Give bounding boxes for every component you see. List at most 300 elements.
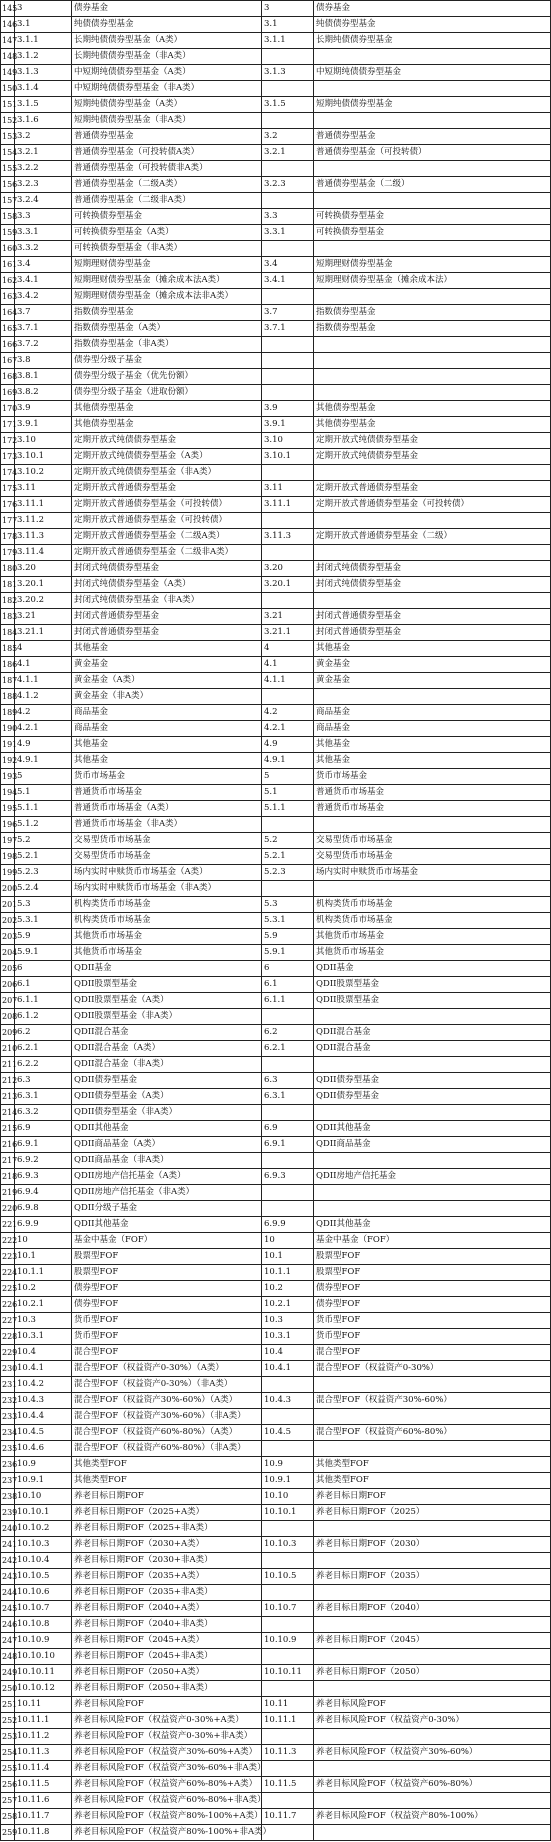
category-code-cell: 4.1.1 — [15, 673, 72, 689]
category-name-cell: 货币型FOF — [72, 1329, 262, 1345]
row-number-cell: 233 — [1, 1409, 15, 1425]
mapped-code-cell — [262, 289, 314, 305]
category-code-cell: 3.1 — [15, 17, 72, 33]
mapped-name-cell — [314, 465, 551, 481]
mapped-name-cell: QDII混合基金 — [314, 1041, 551, 1057]
mapped-name-cell: 股票型FOF — [314, 1249, 551, 1265]
mapped-code-cell: 3.3.1 — [262, 225, 314, 241]
category-code-cell: 5.9.1 — [15, 945, 72, 961]
mapped-name-cell: 其他基金 — [314, 737, 551, 753]
table-row — [1, 1169, 551, 1185]
table-row — [1, 1233, 551, 1249]
row-number-cell: 156 — [1, 177, 15, 193]
category-name-cell: 普通债券型基金（二级A类） — [72, 177, 262, 193]
mapped-code-cell: 10.10.11 — [262, 1665, 314, 1681]
mapped-code-cell — [262, 81, 314, 97]
table-row — [1, 1601, 551, 1617]
table-row — [1, 497, 551, 513]
category-code-cell: 3.3 — [15, 209, 72, 225]
category-code-cell: 3.11.3 — [15, 529, 72, 545]
category-name-cell: 货币型FOF — [72, 1313, 262, 1329]
table-row — [1, 1489, 551, 1505]
table-row — [1, 1697, 551, 1713]
category-code-cell: 10.11 — [15, 1697, 72, 1713]
row-number-cell: 158 — [1, 209, 15, 225]
category-code-cell: 3.11.2 — [15, 513, 72, 529]
mapped-code-cell: 3.9 — [262, 401, 314, 417]
category-code-cell: 10.4.2 — [15, 1377, 72, 1393]
category-code-cell: 6.9 — [15, 1121, 72, 1137]
table-row — [1, 1457, 551, 1473]
mapped-name-cell: 机构类货币市场基金 — [314, 897, 551, 913]
mapped-name-cell: 混合型FOF — [314, 1345, 551, 1361]
mapped-name-cell: 商品基金 — [314, 705, 551, 721]
mapped-code-cell: 3.11.3 — [262, 529, 314, 545]
mapped-code-cell — [262, 385, 314, 401]
mapped-name-cell: 可转换债券型基金 — [314, 225, 551, 241]
table-row — [1, 1729, 551, 1745]
row-number-cell: 218 — [1, 1169, 15, 1185]
table-row — [1, 1217, 551, 1233]
row-number-cell: 207 — [1, 993, 15, 1009]
row-number-cell: 163 — [1, 289, 15, 305]
mapped-code-cell: 3.2.1 — [262, 145, 314, 161]
category-code-cell: 3.10.1 — [15, 449, 72, 465]
mapped-code-cell — [262, 1729, 314, 1745]
category-code-cell: 3.1.5 — [15, 97, 72, 113]
table-row — [1, 305, 551, 321]
mapped-name-cell — [314, 1617, 551, 1633]
category-code-cell: 5.3 — [15, 897, 72, 913]
row-number-cell: 179 — [1, 545, 15, 561]
mapped-name-cell — [314, 881, 551, 897]
mapped-name-cell: QDII股票型基金 — [314, 993, 551, 1009]
mapped-code-cell: 10.3 — [262, 1313, 314, 1329]
mapped-code-cell: 10.11.5 — [262, 1777, 314, 1793]
category-name-cell: 其他货币市场基金 — [72, 945, 262, 961]
table-row — [1, 1825, 551, 1841]
category-name-cell: 养老目标日期FOF（2030+非A类） — [72, 1553, 262, 1569]
row-number-cell: 168 — [1, 369, 15, 385]
row-number-cell: 214 — [1, 1105, 15, 1121]
mapped-name-cell: QDII其他基金 — [314, 1121, 551, 1137]
mapped-name-cell: 定期开放式普通债券型基金 — [314, 481, 551, 497]
category-name-cell: 封闭式纯债债券型基金 — [72, 561, 262, 577]
row-number-cell: 236 — [1, 1457, 15, 1473]
table-row — [1, 753, 551, 769]
mapped-name-cell: 指数债券型基金 — [314, 305, 551, 321]
mapped-code-cell — [262, 545, 314, 561]
mapped-code-cell: 3.2 — [262, 129, 314, 145]
category-code-cell: 10.3.1 — [15, 1329, 72, 1345]
category-name-cell: 普通货币市场基金（非A类） — [72, 817, 262, 833]
row-number-cell: 201 — [1, 897, 15, 913]
row-number-cell: 255 — [1, 1761, 15, 1777]
category-code-cell: 3.4 — [15, 257, 72, 273]
category-code-cell: 3.1.1 — [15, 33, 72, 49]
table-row — [1, 209, 551, 225]
table-row — [1, 1105, 551, 1121]
mapped-name-cell: 普通债券型基金（可投转债） — [314, 145, 551, 161]
category-name-cell: 黄金基金（A类） — [72, 673, 262, 689]
table-row — [1, 129, 551, 145]
mapped-name-cell: 养老目标风险FOF — [314, 1697, 551, 1713]
table-row — [1, 817, 551, 833]
row-number-cell: 166 — [1, 337, 15, 353]
mapped-code-cell: 10.1 — [262, 1249, 314, 1265]
mapped-name-cell: 养老目标风险FOF（权益资产60%-80%） — [314, 1777, 551, 1793]
mapped-name-cell: 短期理财债券型基金 — [314, 257, 551, 273]
row-number-cell: 204 — [1, 945, 15, 961]
category-name-cell: 混合型FOF（权益资产60%-80%）（A类） — [72, 1425, 262, 1441]
row-number-cell: 172 — [1, 433, 15, 449]
mapped-code-cell: 10.11.3 — [262, 1745, 314, 1761]
mapped-code-cell — [262, 689, 314, 705]
category-code-cell: 3.8 — [15, 353, 72, 369]
mapped-name-cell — [314, 369, 551, 385]
category-name-cell: 其他基金 — [72, 737, 262, 753]
mapped-name-cell: 货币型FOF — [314, 1313, 551, 1329]
mapped-code-cell — [262, 1105, 314, 1121]
category-name-cell: 养老目标风险FOF（权益资产30%-60%+非A类） — [72, 1761, 262, 1777]
mapped-code-cell: 10.9.1 — [262, 1473, 314, 1489]
table-row — [1, 273, 551, 289]
mapped-code-cell: 3.11.1 — [262, 497, 314, 513]
category-code-cell: 3.3.1 — [15, 225, 72, 241]
row-number-cell: 229 — [1, 1345, 15, 1361]
category-code-cell: 3.2.4 — [15, 193, 72, 209]
category-name-cell: 封闭式普通债券型基金 — [72, 609, 262, 625]
category-name-cell: 黄金基金 — [72, 657, 262, 673]
mapped-code-cell: 10.4.1 — [262, 1361, 314, 1377]
row-number-cell: 186 — [1, 657, 15, 673]
mapped-name-cell: 基金中基金（FOF） — [314, 1233, 551, 1249]
mapped-name-cell: 其他货币市场基金 — [314, 929, 551, 945]
table-row — [1, 1777, 551, 1793]
row-number-cell: 205 — [1, 961, 15, 977]
mapped-name-cell — [314, 385, 551, 401]
table-body — [1, 1, 551, 1841]
table-row — [1, 1649, 551, 1665]
table-row — [1, 1553, 551, 1569]
mapped-name-cell: 养老目标风险FOF（权益资产80%-100%） — [314, 1809, 551, 1825]
category-name-cell: 交易型货币市场基金 — [72, 833, 262, 849]
mapped-name-cell: 养老目标日期FOF（2035） — [314, 1569, 551, 1585]
table-row — [1, 1569, 551, 1585]
row-number-cell: 234 — [1, 1425, 15, 1441]
row-number-cell: 159 — [1, 225, 15, 241]
category-code-cell: 6.2 — [15, 1025, 72, 1041]
row-number-cell: 225 — [1, 1281, 15, 1297]
category-name-cell: 混合型FOF（权益资产0-30%）（非A类） — [72, 1377, 262, 1393]
category-name-cell: 混合型FOF — [72, 1345, 262, 1361]
category-code-cell: 3.9.1 — [15, 417, 72, 433]
category-code-cell: 3.7 — [15, 305, 72, 321]
table-row — [1, 881, 551, 897]
table-row — [1, 1521, 551, 1537]
mapped-code-cell: 3.1.3 — [262, 65, 314, 81]
category-name-cell: QDII房地产信托基金（A类） — [72, 1169, 262, 1185]
mapped-code-cell: 5.3.1 — [262, 913, 314, 929]
row-number-cell: 176 — [1, 497, 15, 513]
category-code-cell: 3.11 — [15, 481, 72, 497]
category-code-cell: 3.1.4 — [15, 81, 72, 97]
row-number-cell: 256 — [1, 1777, 15, 1793]
row-number-cell: 247 — [1, 1633, 15, 1649]
table-row — [1, 465, 551, 481]
mapped-name-cell: 黄金基金 — [314, 657, 551, 673]
table-row — [1, 353, 551, 369]
category-name-cell: 机构类货币市场基金 — [72, 897, 262, 913]
category-code-cell: 6.9.8 — [15, 1201, 72, 1217]
mapped-code-cell: 4.1.1 — [262, 673, 314, 689]
row-number-cell: 161 — [1, 257, 15, 273]
row-number-cell: 221 — [1, 1217, 15, 1233]
category-code-cell: 6.9.1 — [15, 1137, 72, 1153]
row-number-cell: 241 — [1, 1537, 15, 1553]
row-number-cell: 150 — [1, 81, 15, 97]
table-row — [1, 529, 551, 545]
category-name-cell: 股票型FOF — [72, 1265, 262, 1281]
table-row — [1, 33, 551, 49]
mapped-code-cell — [262, 1681, 314, 1697]
category-name-cell: 债券基金 — [72, 1, 262, 17]
category-code-cell: 5.2.3 — [15, 865, 72, 881]
table-row — [1, 833, 551, 849]
category-name-cell: 养老目标日期FOF（2030+A类） — [72, 1537, 262, 1553]
category-name-cell: 可转换债券型基金 — [72, 209, 262, 225]
category-name-cell: 债券型FOF — [72, 1281, 262, 1297]
row-number-cell: 242 — [1, 1553, 15, 1569]
category-code-cell: 3.10 — [15, 433, 72, 449]
mapped-name-cell: QDII混合基金 — [314, 1025, 551, 1041]
category-name-cell: 封闭式普通债券型基金 — [72, 625, 262, 641]
mapped-name-cell: 定期开放式普通债券型基金（可投转债） — [314, 497, 551, 513]
category-code-cell: 10.11.3 — [15, 1745, 72, 1761]
mapped-code-cell: 10 — [262, 1233, 314, 1249]
row-number-cell: 193 — [1, 769, 15, 785]
category-name-cell: 短期理财债券型基金（摊余成本法A类） — [72, 273, 262, 289]
category-code-cell: 10.4.5 — [15, 1425, 72, 1441]
category-name-cell: QDII分级子基金 — [72, 1201, 262, 1217]
mapped-name-cell: 封闭式纯债债券型基金 — [314, 561, 551, 577]
row-number-cell: 192 — [1, 753, 15, 769]
category-name-cell: 养老目标日期FOF — [72, 1489, 262, 1505]
category-name-cell: 短期理财债券型基金（摊余成本法非A类） — [72, 289, 262, 305]
row-number-cell: 162 — [1, 273, 15, 289]
category-name-cell: 商品基金 — [72, 705, 262, 721]
mapped-code-cell: 5.2.1 — [262, 849, 314, 865]
category-name-cell: 普通债券型基金 — [72, 129, 262, 145]
table-row — [1, 1633, 551, 1649]
table-row — [1, 897, 551, 913]
mapped-code-cell — [262, 817, 314, 833]
mapped-code-cell — [262, 353, 314, 369]
row-number-cell: 248 — [1, 1649, 15, 1665]
category-name-cell: 短期纯债债券型基金（A类） — [72, 97, 262, 113]
mapped-code-cell — [262, 1617, 314, 1633]
row-number-cell: 212 — [1, 1073, 15, 1089]
row-number-cell: 211 — [1, 1057, 15, 1073]
mapped-name-cell — [314, 1825, 551, 1841]
mapped-name-cell: 普通债券型基金（二级） — [314, 177, 551, 193]
mapped-name-cell — [314, 337, 551, 353]
table-row — [1, 1041, 551, 1057]
table-row — [1, 193, 551, 209]
category-code-cell: 4.9 — [15, 737, 72, 753]
table-row — [1, 577, 551, 593]
table-row — [1, 1713, 551, 1729]
category-name-cell: 定期开放式普通债券型基金（二级A类） — [72, 529, 262, 545]
mapped-name-cell: 养老目标日期FOF（2025） — [314, 1505, 551, 1521]
category-name-cell: 债券型分级子基金 — [72, 353, 262, 369]
row-number-cell: 223 — [1, 1249, 15, 1265]
row-number-cell: 197 — [1, 833, 15, 849]
mapped-name-cell — [314, 1377, 551, 1393]
mapped-code-cell: 6 — [262, 961, 314, 977]
category-code-cell: 3.8.2 — [15, 385, 72, 401]
category-name-cell: QDII基金 — [72, 961, 262, 977]
mapped-name-cell — [314, 1153, 551, 1169]
table-row — [1, 785, 551, 801]
category-code-cell: 10.10.1 — [15, 1505, 72, 1521]
mapped-name-cell: 普通货币市场基金 — [314, 785, 551, 801]
mapped-name-cell: 纯债债券型基金 — [314, 17, 551, 33]
mapped-name-cell: 其他债券型基金 — [314, 417, 551, 433]
row-number-cell: 258 — [1, 1809, 15, 1825]
category-name-cell: 中短期纯债债券型基金（非A类） — [72, 81, 262, 97]
category-name-cell: 债券型分级子基金（进取份额） — [72, 385, 262, 401]
row-number-cell: 217 — [1, 1153, 15, 1169]
mapped-name-cell — [314, 1057, 551, 1073]
table-row — [1, 1265, 551, 1281]
mapped-code-cell: 6.9.9 — [262, 1217, 314, 1233]
mapped-name-cell: 定期开放式纯债债券型基金 — [314, 449, 551, 465]
table-row — [1, 657, 551, 673]
category-name-cell: 短期纯债债券型基金（非A类） — [72, 113, 262, 129]
category-code-cell: 5.1 — [15, 785, 72, 801]
category-name-cell: 养老目标日期FOF（2025+A类） — [72, 1505, 262, 1521]
category-name-cell: 其他债券型基金 — [72, 401, 262, 417]
row-number-cell: 182 — [1, 593, 15, 609]
table-row — [1, 1009, 551, 1025]
category-code-cell: 5.2 — [15, 833, 72, 849]
table-row — [1, 369, 551, 385]
category-name-cell: 基金中基金（FOF） — [72, 1233, 262, 1249]
category-code-cell: 10.11.2 — [15, 1729, 72, 1745]
mapped-name-cell: 中短期纯债债券型基金 — [314, 65, 551, 81]
table-row — [1, 945, 551, 961]
row-number-cell: 178 — [1, 529, 15, 545]
mapped-code-cell — [262, 1201, 314, 1217]
mapped-name-cell: 货币市场基金 — [314, 769, 551, 785]
row-number-cell: 146 — [1, 17, 15, 33]
category-code-cell: 5.2.1 — [15, 849, 72, 865]
table-row — [1, 1505, 551, 1521]
row-number-cell: 147 — [1, 33, 15, 49]
mapped-name-cell: 混合型FOF（权益资产30%-60%） — [314, 1393, 551, 1409]
category-code-cell: 10.10 — [15, 1489, 72, 1505]
category-code-cell: 3.20 — [15, 561, 72, 577]
row-number-cell: 209 — [1, 1025, 15, 1041]
mapped-code-cell — [262, 1441, 314, 1457]
table-row — [1, 737, 551, 753]
mapped-code-cell — [262, 1185, 314, 1201]
mapped-code-cell — [262, 337, 314, 353]
mapped-name-cell: 封闭式普通债券型基金 — [314, 625, 551, 641]
table-row — [1, 1809, 551, 1825]
category-name-cell: 其他类型FOF — [72, 1457, 262, 1473]
mapped-code-cell: 5.9.1 — [262, 945, 314, 961]
row-number-cell: 208 — [1, 1009, 15, 1025]
mapped-name-cell — [314, 353, 551, 369]
table-row — [1, 161, 551, 177]
category-code-cell: 5.2.4 — [15, 881, 72, 897]
mapped-name-cell: QDII房地产信托基金 — [314, 1169, 551, 1185]
category-code-cell: 5.1.1 — [15, 801, 72, 817]
category-code-cell: 3.3.2 — [15, 241, 72, 257]
table-row — [1, 1409, 551, 1425]
mapped-code-cell: 5 — [262, 769, 314, 785]
category-code-cell: 6.9.2 — [15, 1153, 72, 1169]
row-number-cell: 253 — [1, 1729, 15, 1745]
category-name-cell: 定期开放式普通债券型基金（可投转债） — [72, 497, 262, 513]
mapped-name-cell: 短期理财债券型基金（摊余成本法） — [314, 273, 551, 289]
row-number-cell: 259 — [1, 1825, 15, 1841]
table-row — [1, 433, 551, 449]
mapped-name-cell — [314, 1585, 551, 1601]
row-number-cell: 230 — [1, 1361, 15, 1377]
table-row — [1, 337, 551, 353]
row-number-cell: 250 — [1, 1681, 15, 1697]
table-row — [1, 17, 551, 33]
table-row — [1, 593, 551, 609]
category-code-cell: 10.4.4 — [15, 1409, 72, 1425]
table-row — [1, 401, 551, 417]
mapped-name-cell — [314, 1793, 551, 1809]
mapped-name-cell — [314, 1553, 551, 1569]
mapped-code-cell — [262, 49, 314, 65]
category-name-cell: 纯债债券型基金 — [72, 17, 262, 33]
mapped-code-cell: 3.7.1 — [262, 321, 314, 337]
mapped-code-cell: 5.3 — [262, 897, 314, 913]
mapped-code-cell: 10.3.1 — [262, 1329, 314, 1345]
table-row — [1, 1025, 551, 1041]
mapped-code-cell: 10.10.5 — [262, 1569, 314, 1585]
category-name-cell: 货币市场基金 — [72, 769, 262, 785]
category-code-cell: 5.9 — [15, 929, 72, 945]
mapped-code-cell: 10.2.1 — [262, 1297, 314, 1313]
category-code-cell: 3.20.2 — [15, 593, 72, 609]
mapped-name-cell — [314, 113, 551, 129]
category-name-cell: QDII混合基金（A类） — [72, 1041, 262, 1057]
table-row — [1, 1185, 551, 1201]
table-row — [1, 481, 551, 497]
mapped-code-cell — [262, 881, 314, 897]
category-code-cell: 10.10.7 — [15, 1601, 72, 1617]
mapped-code-cell — [262, 161, 314, 177]
category-code-cell: 6 — [15, 961, 72, 977]
table-row — [1, 721, 551, 737]
row-number-cell: 198 — [1, 849, 15, 865]
category-name-cell: 养老目标日期FOF（2040+非A类） — [72, 1617, 262, 1633]
table-row — [1, 977, 551, 993]
table-row — [1, 1393, 551, 1409]
mapped-code-cell: 10.1.1 — [262, 1265, 314, 1281]
mapped-code-cell: 10.10.1 — [262, 1505, 314, 1521]
mapped-name-cell — [314, 1185, 551, 1201]
category-code-cell: 10.11.5 — [15, 1777, 72, 1793]
